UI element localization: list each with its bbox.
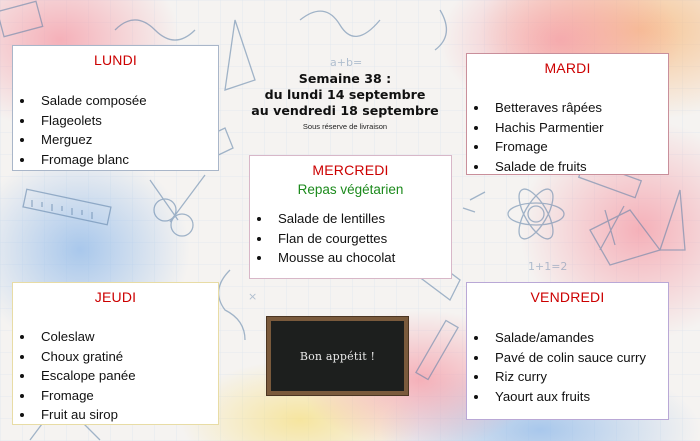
day-title: VENDREDI bbox=[530, 289, 605, 305]
chalkboard bbox=[266, 316, 409, 396]
chalkboard-text: Bon appétit ! bbox=[299, 349, 376, 363]
menu-item: Pavé de colin sauce curry bbox=[495, 348, 668, 368]
week-number: Semaine 38 : bbox=[298, 71, 392, 86]
day-card-mardi bbox=[466, 53, 669, 175]
menu-list bbox=[250, 209, 451, 268]
menu-list bbox=[467, 98, 668, 176]
week-start: du lundi 14 septembre bbox=[264, 87, 426, 102]
menu-item: Salade de fruits bbox=[495, 157, 668, 177]
menu-item: Fromage bbox=[495, 137, 668, 157]
menu-item: Fruit au sirop bbox=[41, 405, 218, 425]
menu-list bbox=[13, 91, 218, 169]
menu-item: Riz curry bbox=[495, 367, 668, 387]
menu-item: Salade de lentilles bbox=[278, 209, 451, 229]
menu-item: Escalope panée bbox=[41, 366, 218, 386]
menu-item: Betteraves râpées bbox=[495, 98, 668, 118]
day-card-mercredi bbox=[249, 155, 452, 279]
day-title: MARDI bbox=[544, 60, 591, 76]
menu-item: Flageolets bbox=[41, 111, 218, 131]
menu-list bbox=[467, 328, 668, 406]
menu-item: Fromage bbox=[41, 386, 218, 406]
menu-item: Choux gratiné bbox=[41, 347, 218, 367]
delivery-note: Sous réserve de livraison bbox=[302, 122, 388, 131]
menu-item: Salade composée bbox=[41, 91, 218, 111]
day-card-jeudi bbox=[12, 282, 219, 425]
day-title: MERCREDI bbox=[312, 162, 389, 178]
menu-item: Fromage blanc bbox=[41, 150, 218, 170]
svg-text:a+b=: a+b= bbox=[330, 56, 363, 69]
week-heading bbox=[236, 71, 454, 131]
svg-text:1+1=2: 1+1=2 bbox=[528, 260, 568, 273]
week-end: au vendredi 18 septembre bbox=[251, 103, 439, 118]
chalkboard-slate bbox=[271, 321, 404, 391]
day-card-vendredi bbox=[466, 282, 669, 420]
menu-item: Merguez bbox=[41, 130, 218, 150]
day-card-lundi bbox=[12, 45, 219, 171]
menu-item: Hachis Parmentier bbox=[495, 118, 668, 138]
menu-item: Coleslaw bbox=[41, 327, 218, 347]
menu-item: Flan de courgettes bbox=[278, 229, 451, 249]
menu-list bbox=[13, 327, 218, 425]
day-title: LUNDI bbox=[93, 52, 137, 68]
day-title: JEUDI bbox=[94, 289, 137, 305]
vegetarian-label: Repas végétarien bbox=[297, 182, 404, 197]
menu-item: Yaourt aux fruits bbox=[495, 387, 668, 407]
svg-text:×: × bbox=[248, 290, 258, 303]
menu-item: Salade/amandes bbox=[495, 328, 668, 348]
menu-item: Mousse au chocolat bbox=[278, 248, 451, 268]
